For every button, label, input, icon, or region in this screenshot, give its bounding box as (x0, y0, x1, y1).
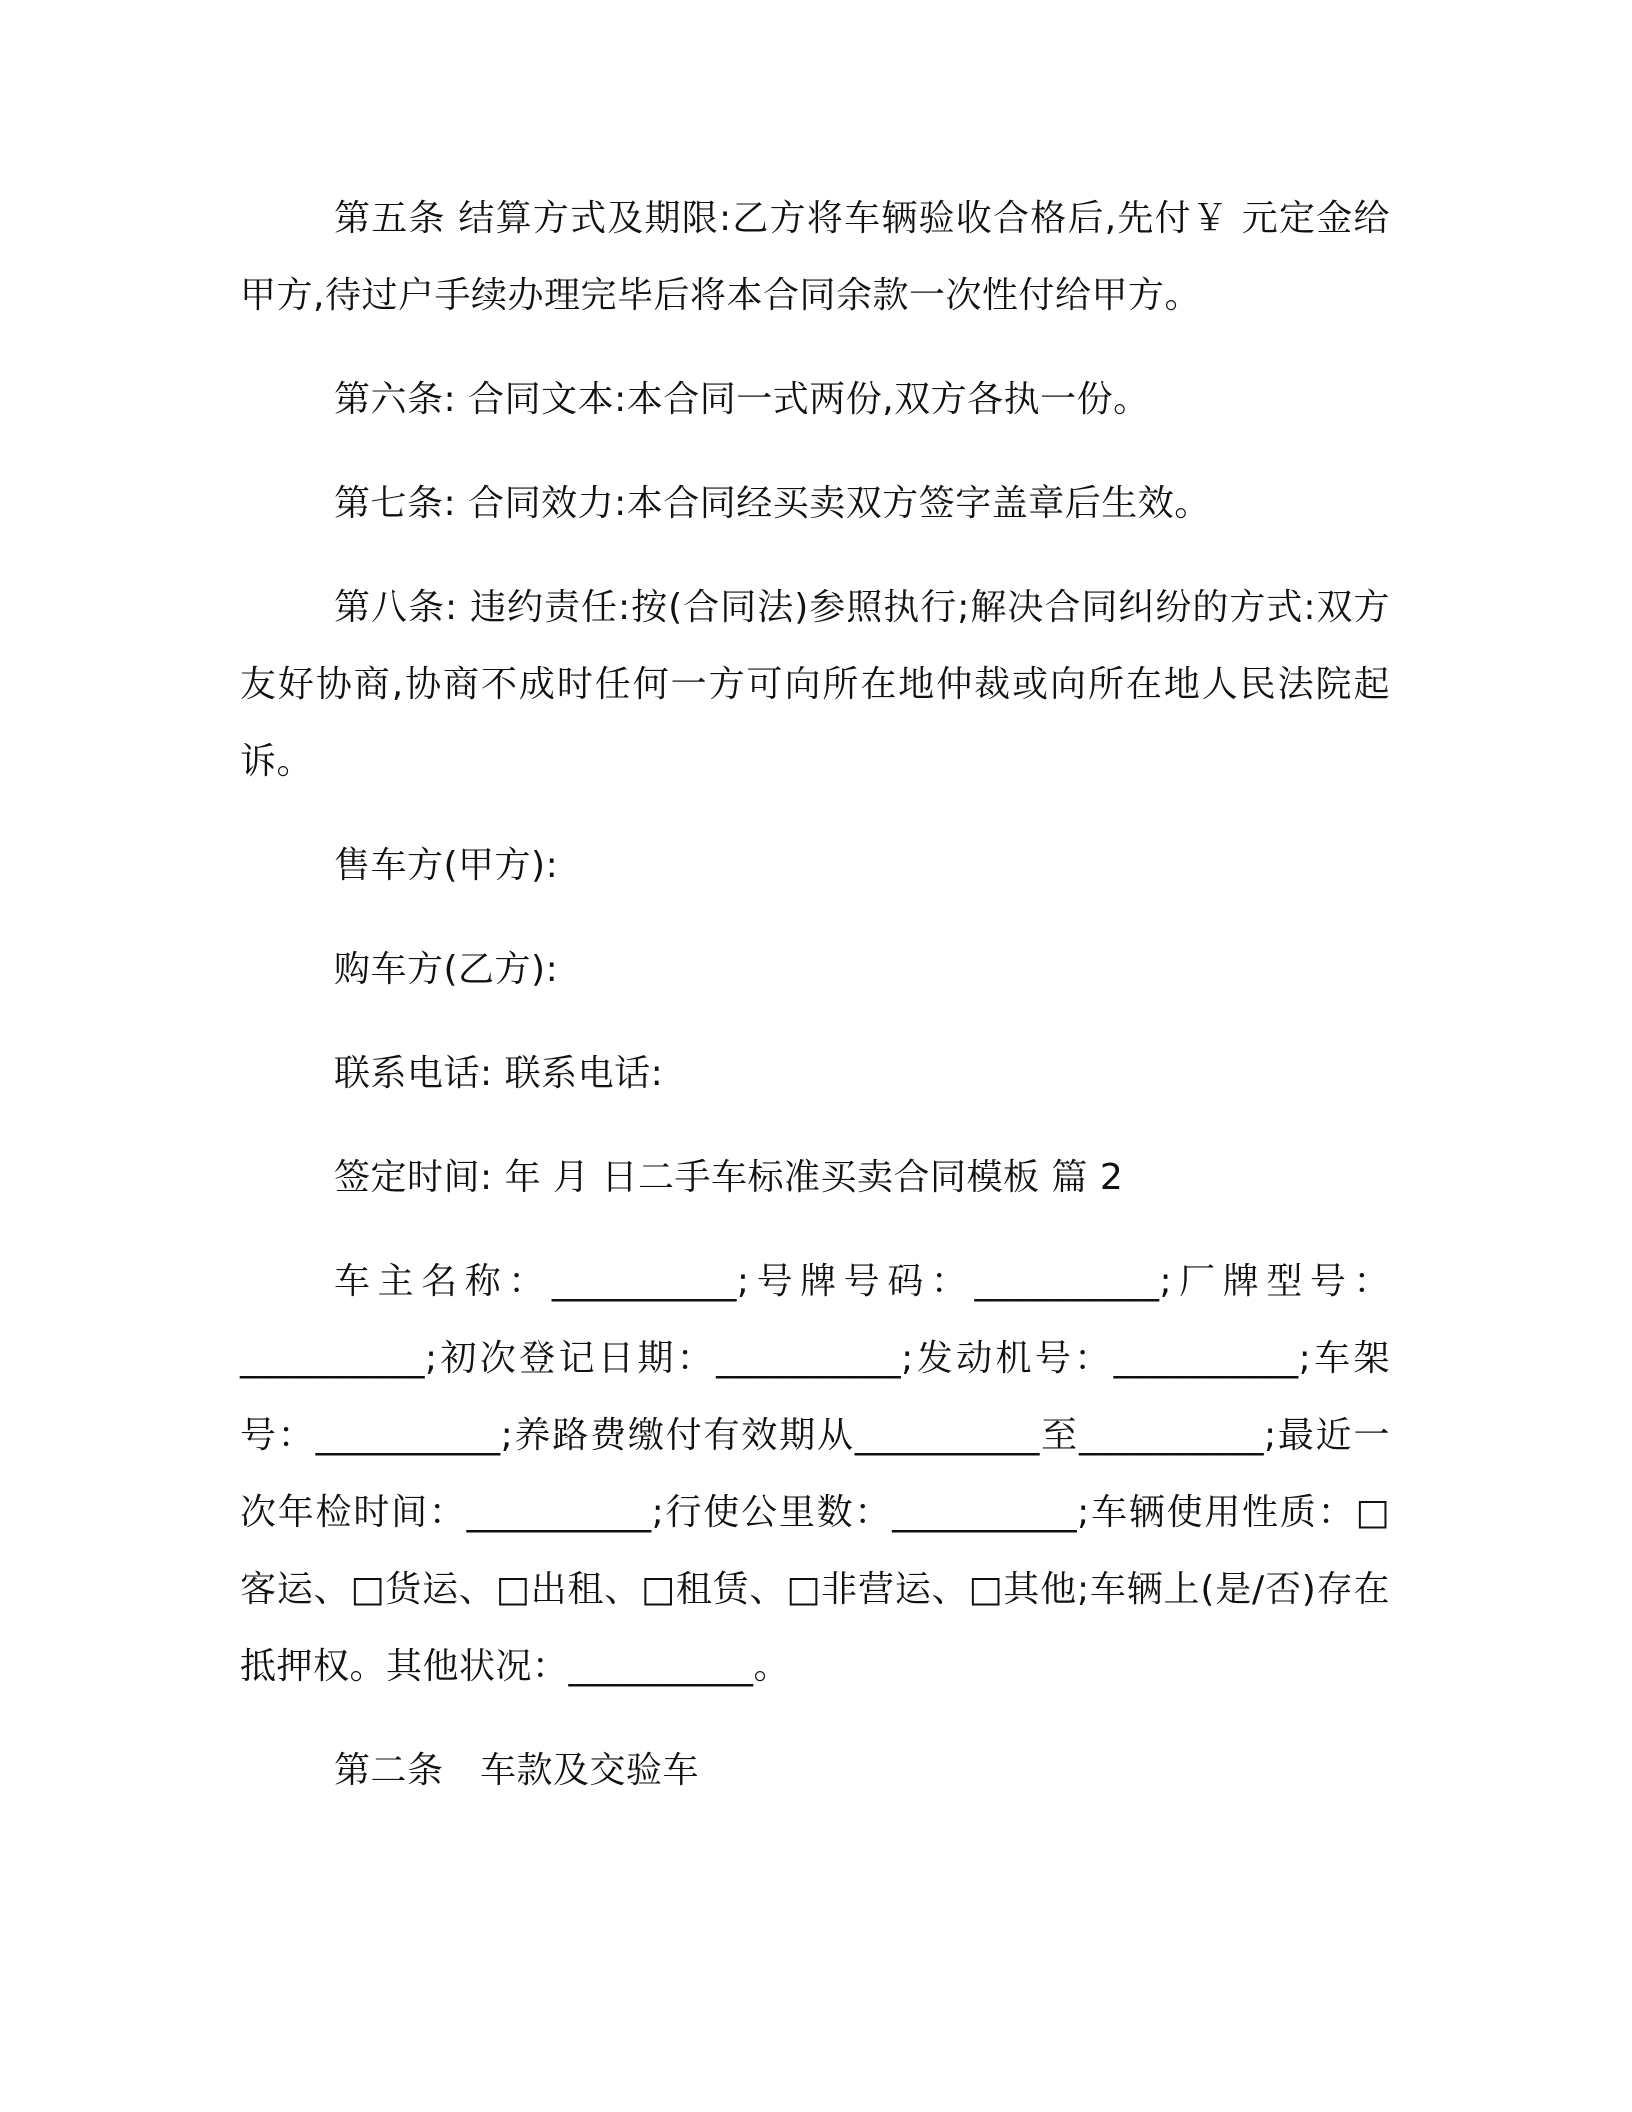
buyer-signature-line: 购车方(乙方): (334, 949, 559, 990)
signing-date-line: 签定时间: 年 月 日二手车标准买卖合同模板 篇 2 (334, 1157, 1124, 1198)
document-body (240, 180, 1390, 1836)
clause-6-contract-text: 第六条: 合同文本:本合同一式两份,双方各执一份。 (334, 379, 1150, 420)
clause-8-liability: 第八条: 违约责任:按(合同法)参照执行;解决合同纠纷的方式:双方友好协商,协商不成时任何一方可向所在地仲裁或向所在地人民法院起诉。 (240, 587, 1390, 782)
vehicle-info-paragraph: 车主名称：__________;号牌号码：__________;厂牌型号：__________;初次登记日期：__________;发动机号：__________;车架号：__________;养路费缴付有效期从__________至__________;最近一次年检时间：__________;行使公里数：__________;车辆使用性质：□客运、□货运、□出租、□租赁、□非营运、□其他;车辆上(是/否)存在抵押权。其他状况：__________。 (240, 1261, 1390, 1687)
clause-2-heading: 第二条 车款及交验车 (334, 1750, 700, 1791)
clause-7-validity: 第七条: 合同效力:本合同经买卖双方签字盖章后生效。 (334, 483, 1211, 524)
seller-signature-line: 售车方(甲方): (334, 845, 559, 886)
clause-5-settlement: 第五条 结算方式及期限:乙方将车辆验收合格后,先付￥ 元定金给甲方,待过户手续办理完毕后将本合同余款一次性付给甲方。 (240, 198, 1390, 316)
contact-phone-line: 联系电话: 联系电话: (334, 1053, 664, 1094)
